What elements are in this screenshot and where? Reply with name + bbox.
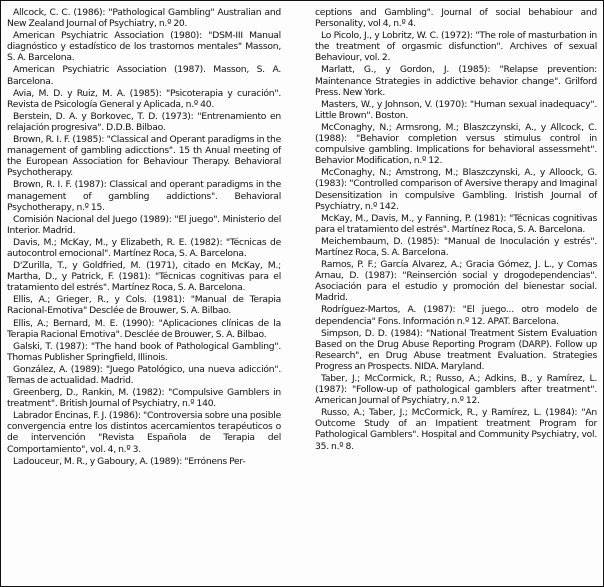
reference-entry: Taber, J.; McCormick, R.; Russo, A.; Adkins, B., y Ramírez, L. (1987): "Follow-up of pathological gamblers after treatment". American Journal of Psychiatry, n.º 12. [315, 373, 597, 407]
reference-entry: McConaghy, N.; Amstrong, M.; Blaszczynski, A., y Alloock, G. (1983): "Controlled comparison of Aversive therapy and Imaginal Desensitization in compulsive Gambling. Iristish Journal of Psychiatry, n.º 142. [315, 167, 597, 212]
reference-entry: Meichembaum, D. (1985): "Manual de Inoculación y estrés". Martínez Roca, S. A. Barcelona. [315, 235, 597, 258]
reference-entry: Rodríguez-Martos, A. (1987): "El juego... otro modelo de dependencia" Fons. Información n.º 12. APAT. Barcelona. [315, 304, 597, 327]
reference-entry: D'Zurilla, T., y Goldfried, M. (1971), citado en McKay, M.; Martha, D., y Patrick, F. (1981): "Técnicas cognitivas para el tratamiento del estrés". Martínez Roca, S. A. Barcelona. [7, 260, 281, 294]
reference-entry: Brown, R. I. F. (1987): Classical and operant paradigms in the management of gambling addictions". Behavioral Psychotherapy, n.º 15. [7, 179, 281, 213]
reference-entry: American Psychiatric Association (1987). Masson, S. A. Barcelona. [7, 64, 281, 87]
reference-entry: Allcock, C. C. (1986): "Pathological Gambling" Australian and New Zealand Journal of Psychiatry, n.º 20. [7, 7, 281, 30]
reference-entry: American Psychiatric Association (1980): "DSM-III Manual diagnóstico y estadístico de los trastornos mentales" Masson, S. A. Barcelona. [7, 30, 281, 64]
reference-entry: Avia, M. D. y Ruiz, M. A. (1985): "Psicoterapia y curación". Revista de Psicología General y Aplicada, n.º 40. [7, 87, 281, 110]
reference-entry: Davis, M.; McKay, M., y Elizabeth, R. E. (1982): "Técnicas de autocontrol emocional". Martínez Roca, S. A. Barcelona. [7, 236, 281, 259]
reference-entry: Labrador Encinas, F. J. (1986): "Controversia sobre una posible convergencia entre los distintos acercamientos terapéuticos o de intervención "Revista Española de Terapia del Comportamiento", vol. 4, n.º 3. [7, 410, 281, 455]
reference-entry: Ladouceur, M. R., y Gaboury, A. (1989): "Errónens Per- [13, 455, 246, 467]
reference-entry: González, A. (1989): "Juego Patológico, una nueva adicción". Temas de actualidad. Madrid. [7, 363, 281, 386]
references-right-column [315, 7, 597, 453]
reference-entry: McKay, M., Davis, M., y Fanning, P. (1981): "Técnicas cognitivas para el tratamiento del estrés". Martínez Roca, S. A. Barcelona. [315, 212, 597, 235]
reference-entry: Galski, T. (1987): "The hand book of Pathological Gambling". Thomas Publisher Springfield, Illinois. [7, 340, 281, 363]
reference-continuation: ceptions and Gambling". Journal of social behabiour and Personality, vol 4, n.º 4. [315, 7, 597, 30]
reference-entry: Russo, A.; Taber, J.; McCormick, R., y Ramírez, L. (1984): "An Outcome Study of an Impatient treatment Program for Pathological Gamblers". Hospital and Community Psychiatry, vol. 35. n.º 8. [315, 407, 597, 452]
reference-entry: Lo Picolo, J., y Lobritz, W. C. (1972): "The role of masturbation in the treatment of orgasmic disfunction". Archives of sexual Behaviour, vol. 2. [315, 30, 597, 64]
reference-entry: Berstein, D. A. y Borkovec, T. D. (1973): "Entrenamiento en relajación progresiva". D.D.B. Bilbao. [7, 110, 281, 133]
reference-entry: Greenberg, D., Rankin, M. (1982): "Compulsive Gamblers in treatment". British Journal of Psychiatry, n.º 140. [7, 387, 281, 410]
reference-entry: McConaghy, N.; Armsrong, M.; Blaszczynski, A., y Allcock, C. (1988): "Behavior completion versus stimulus control in compulsive gambling. Implications for behavioral assessmeht". Behavior Modification, n.º 12. [315, 121, 597, 167]
reference-entry: Ellis, A.; Grieger, R., y Cols. (1981): "Manual de Terapia Racional-Emotiva" Desclée de Brouwer, S. A. Bilbao. [7, 294, 281, 317]
reference-entry: Masters, W., y Johnson, V. (1970): "Human sexual inadequacy". Little Brown". Boston. [315, 98, 597, 121]
reference-entry: Comisión Nacional del Juego (1989): "El juego". Ministerio del Interior. Madrid. [7, 213, 281, 236]
reference-entry: Ramos, P. F.; García Alvarez, A.; Gracia Gómez, J. L., y Comas Arnau, D. (1987): "Reinserción social y drogodependencias". Asociación para el estudio y promoción del bienestar social. Madrid. [315, 259, 597, 304]
reference-entry: Simpson, D. D. (1984): "National Treatment Sistem Evaluation Based on the Drug Abuse Reporting Program (DARP). Follow up Research", en Drug Abuse treatment Evaluation. Strategies Progress an Prospects. NIDA. Maryland. [315, 327, 597, 372]
reference-entry: Marlatt, G., y Gordon, J. (1985): "Relapse prevention: Maintenance Strategies in addictive behavior change". Grilford Press. New York. [315, 64, 597, 98]
reference-entry: Ellis, A.; Bernard, M. E. (1990): "Aplicaciones clínicas de la Terapia Racional Emotiva". Desclée de Brouwer, S. A. Bilbao. [7, 317, 281, 340]
references-left-column [7, 7, 281, 468]
reference-entry: Brown, R. I. F. (1985): "Classical and Operant paradigms in the management of gambling adicctions". 15 th Anual meeting of the European Association for Behaviour Therapy. Behavioral Psychotherapy. [7, 134, 281, 179]
